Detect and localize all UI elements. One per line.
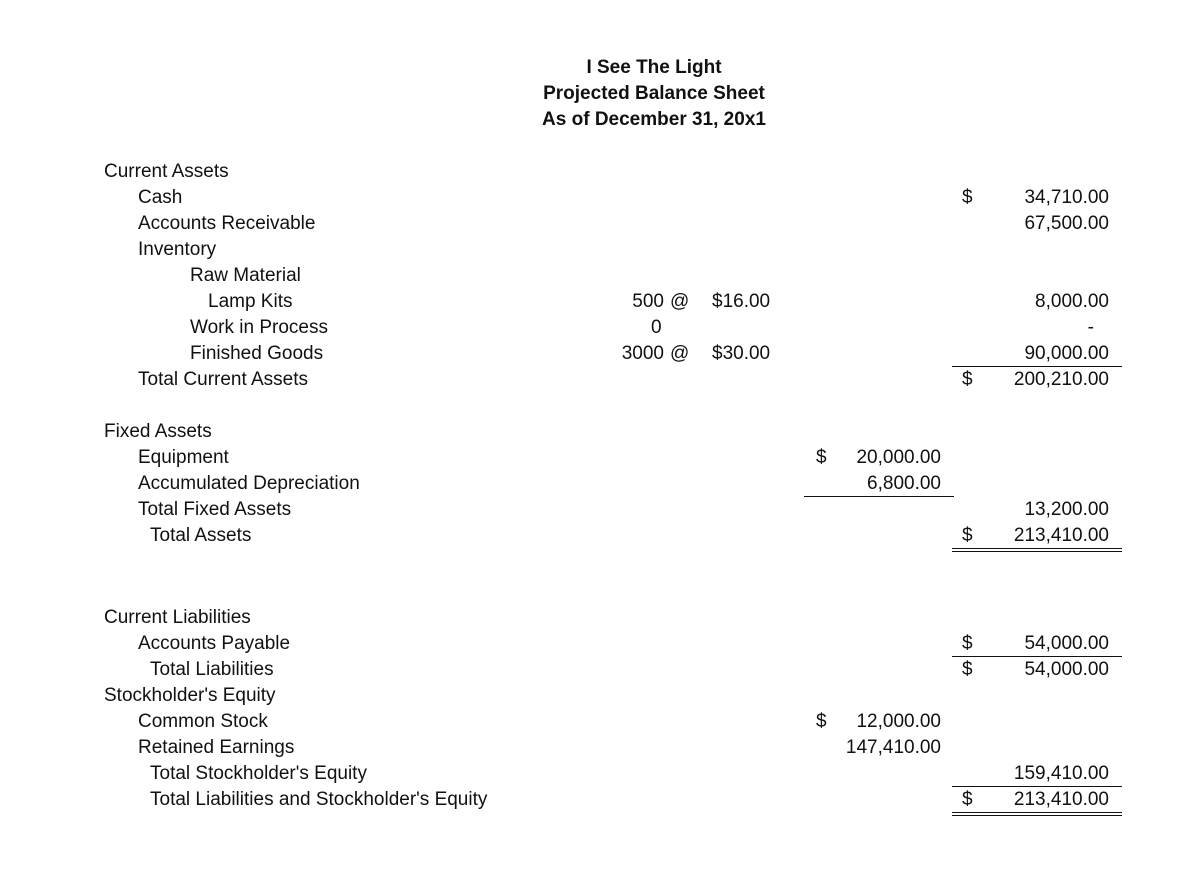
lamp-kits-qty: 500 [632,291,664,312]
total-assets-label: Total Assets [150,525,252,546]
total-current-assets-label: Total Current Assets [138,369,309,390]
total-assets-currency: $ [962,525,973,546]
retained-earnings-label: Retained Earnings [138,737,295,758]
lamp-kits-price: $16.00 [712,291,771,312]
accumulated-depreciation-label: Accumulated Depreciation [138,473,360,494]
finished-goods-label: Finished Goods [190,343,324,364]
fixed-assets-underline [804,496,954,497]
finished-goods-amount: 90,000.00 [1024,343,1109,364]
total-liabilities-equity-label: Total Liabilities and Stockholder's Equity [150,789,488,810]
total-equity-amount: 159,410.00 [1013,763,1109,784]
current-liabilities-heading: Current Liabilities [104,607,251,628]
stockholders-equity-heading: Stockholder's Equity [104,685,276,706]
accounts-receivable-amount: 67,500.00 [1024,213,1109,234]
statement-title: Projected Balance Sheet [543,83,765,104]
accumulated-depreciation-amount: 6,800.00 [867,473,941,494]
equipment-label: Equipment [138,447,229,468]
total-current-assets-currency: $ [962,369,973,390]
total-liabilities-equity-double-underline [952,812,1122,816]
common-stock-amount: 12,000.00 [856,711,941,732]
company-name: I See The Light [586,57,722,78]
common-stock-currency: $ [816,711,827,732]
total-current-assets-amount: 200,210.00 [1013,369,1109,390]
total-equity-label: Total Stockholder's Equity [150,763,367,784]
total-fixed-assets-amount: 13,200.00 [1024,499,1109,520]
cash-currency: $ [962,187,973,208]
total-assets-double-underline [952,548,1122,552]
total-assets-amount: 213,410.00 [1013,525,1109,546]
raw-material-label: Raw Material [190,265,301,286]
statement-date: As of December 31, 20x1 [542,109,766,130]
total-liabilities-label: Total Liabilities [150,659,274,680]
work-in-process-label: Work in Process [190,317,328,338]
cash-amount: 34,710.00 [1024,187,1109,208]
inventory-label: Inventory [138,239,217,260]
total-fixed-assets-label: Total Fixed Assets [138,499,292,520]
accounts-payable-currency: $ [962,633,973,654]
retained-earnings-amount: 147,410.00 [845,737,941,758]
equipment-currency: $ [816,447,827,468]
work-in-process-qty: 0 [651,317,662,338]
equipment-amount: 20,000.00 [856,447,941,468]
lamp-kits-label: Lamp Kits [208,291,293,312]
lamp-kits-at: @ [670,291,690,312]
finished-goods-at: @ [670,343,690,364]
finished-goods-price: $30.00 [712,343,771,364]
work-in-process-amount: - [1087,317,1094,338]
total-liabilities-equity-amount: 213,410.00 [1013,789,1109,810]
accounts-payable-label: Accounts Payable [138,633,291,654]
lamp-kits-amount: 8,000.00 [1035,291,1109,312]
total-liabilities-equity-currency: $ [962,789,973,810]
accounts-receivable-label: Accounts Receivable [138,213,316,234]
cash-label: Cash [138,187,183,208]
finished-goods-qty: 3000 [621,343,664,364]
accounts-payable-amount: 54,000.00 [1024,633,1109,654]
total-liabilities-currency: $ [962,659,973,680]
fixed-assets-heading: Fixed Assets [104,421,212,442]
total-liabilities-amount: 54,000.00 [1024,659,1109,680]
current-assets-heading: Current Assets [104,161,229,182]
common-stock-label: Common Stock [138,711,268,732]
